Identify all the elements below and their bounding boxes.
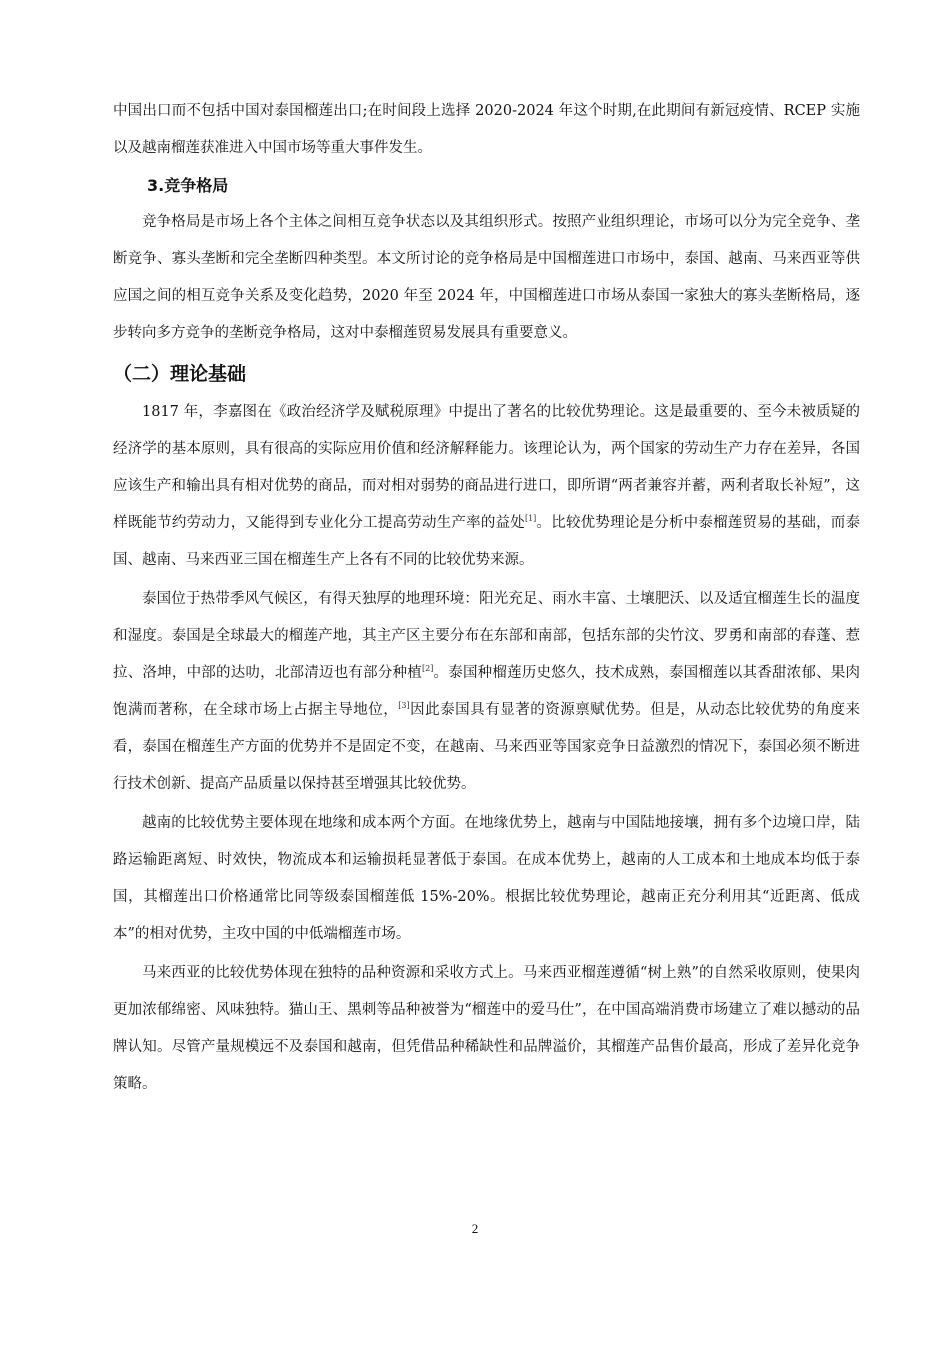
section-heading-competition: 3.竞争格局: [147, 176, 229, 195]
paragraph-text: 。比较优势理论是分析中泰榴莲贸易的基础，而泰国、越南、马来西亚三国在榴莲生产上各有不同的比较优势来源。: [113, 515, 860, 568]
paragraph-text: 1817 年，李嘉图在《政治经济学及赋税原理》中提出了著名的比较优势理论。这是最重要的、至今未被质疑的经济学的基本原则，具有很高的实际应用价值和经济解释能力。该理论认为，两个国家的劳动生产力存在差异，各国应该生产和输出具有相对优势的商品，而对相对弱势的商品进行进口，即所谓“两者兼容并蓄，两利者取长补短”，这样既能节约劳动力，又能得到专业化分工提高劳动生产率的益处: [113, 404, 860, 531]
paragraph-text: 泰国位于热带季风气候区，有得天独厚的地理环境：阳光充足、雨水丰富、土壤肥沃、以及适宜榴莲生长的温度和湿度。泰国是全球最大的榴莲产地，其主产区主要分布在东部和南部，包括东部的尖竹汶、罗勇和南部的春蓬、惹拉、洛坤，中部的达叻，北部清迈也有部分种植: [113, 591, 860, 681]
page-number: 2: [471, 1221, 479, 1236]
paragraph-continued: 中国出口而不包括中国对泰国榴莲出口;在时间段上选择 2020-2024 年这个时期,在此期间有新冠疫情、RCEP 实施以及越南榴莲获准进入中国市场等重大事件发生。: [113, 103, 860, 156]
paragraph-text: 。泰国种榴莲历史悠久，技术成熟，泰国榴莲以其香甜浓郁、果肉饱满而著称，在全球市场上占据主导地位，: [113, 665, 861, 718]
section-heading-theory: （二）理论基础: [113, 363, 247, 385]
paragraph-malaysia: 马来西亚的比较优势体现在独特的品种资源和采收方式上。马来西亚榴莲遵循“树上熟”的自然采收原则，使果肉更加浓郁绵密、风味独特。猫山王、黑刺等品种被誉为“榴莲中的爱马仕”，在中国高端消费市场建立了难以撼动的品牌认知。尽管产量规模远不及泰国和越南，但凭借品种稀缺性和品牌溢价，其榴莲产品售价最高，形成了差异化竞争策略。: [113, 965, 860, 1092]
citation-ref: [3]: [398, 701, 410, 711]
paragraph-thailand: [113, 581, 860, 803]
citation-ref: [2]: [421, 664, 434, 674]
paragraph-competition: 竞争格局是市场上各个主体之间相互竞争状态以及其组织形式。按照产业组织理论，市场可以分为完全竞争、垄断竞争、寡头垄断和完全垄断四种类型。本文所讨论的竞争格局是中国榴莲进口市场中，泰国、越南、马来西亚等供应国之间的相互竞争关系及变化趋势，2020 年至 2024 年，中国榴莲进口市场从泰国一家独大的寡头垄断格局，逐步转向多方竞争的垄断竞争格局，这对中泰榴莲贸易发展具有重要意义。: [113, 214, 860, 341]
citation-ref: [1]: [524, 514, 537, 524]
paragraph-ricardo: [113, 394, 860, 579]
paragraph-vietnam: 越南的比较优势主要体现在地缘和成本两个方面。在地缘优势上，越南与中国陆地接壤，拥有多个边境口岸，陆路运输距离短、时效快，物流成本和运输损耗显著低于泰国。在成本优势上，越南的人工成本和土地成本均低于泰国，其榴莲出口价格通常比同等级泰国榴莲低 15%-20%。根据比较优势理论，越南正充分利用其“近距离、低成本”的相对优势，主攻中国的中低端榴莲市场。: [113, 815, 860, 942]
page-content: [113, 93, 860, 1103]
paragraph-text: 因此泰国具有显著的资源禀赋优势。但是，从动态比较优势的角度来看，泰国在榴莲生产方面的优势并不是固定不变，在越南、马来西亚等国家竞争日益激烈的情况下，泰国必须不断进行技术创新、提高产品质量以保持甚至增强其比较优势。: [113, 702, 861, 792]
